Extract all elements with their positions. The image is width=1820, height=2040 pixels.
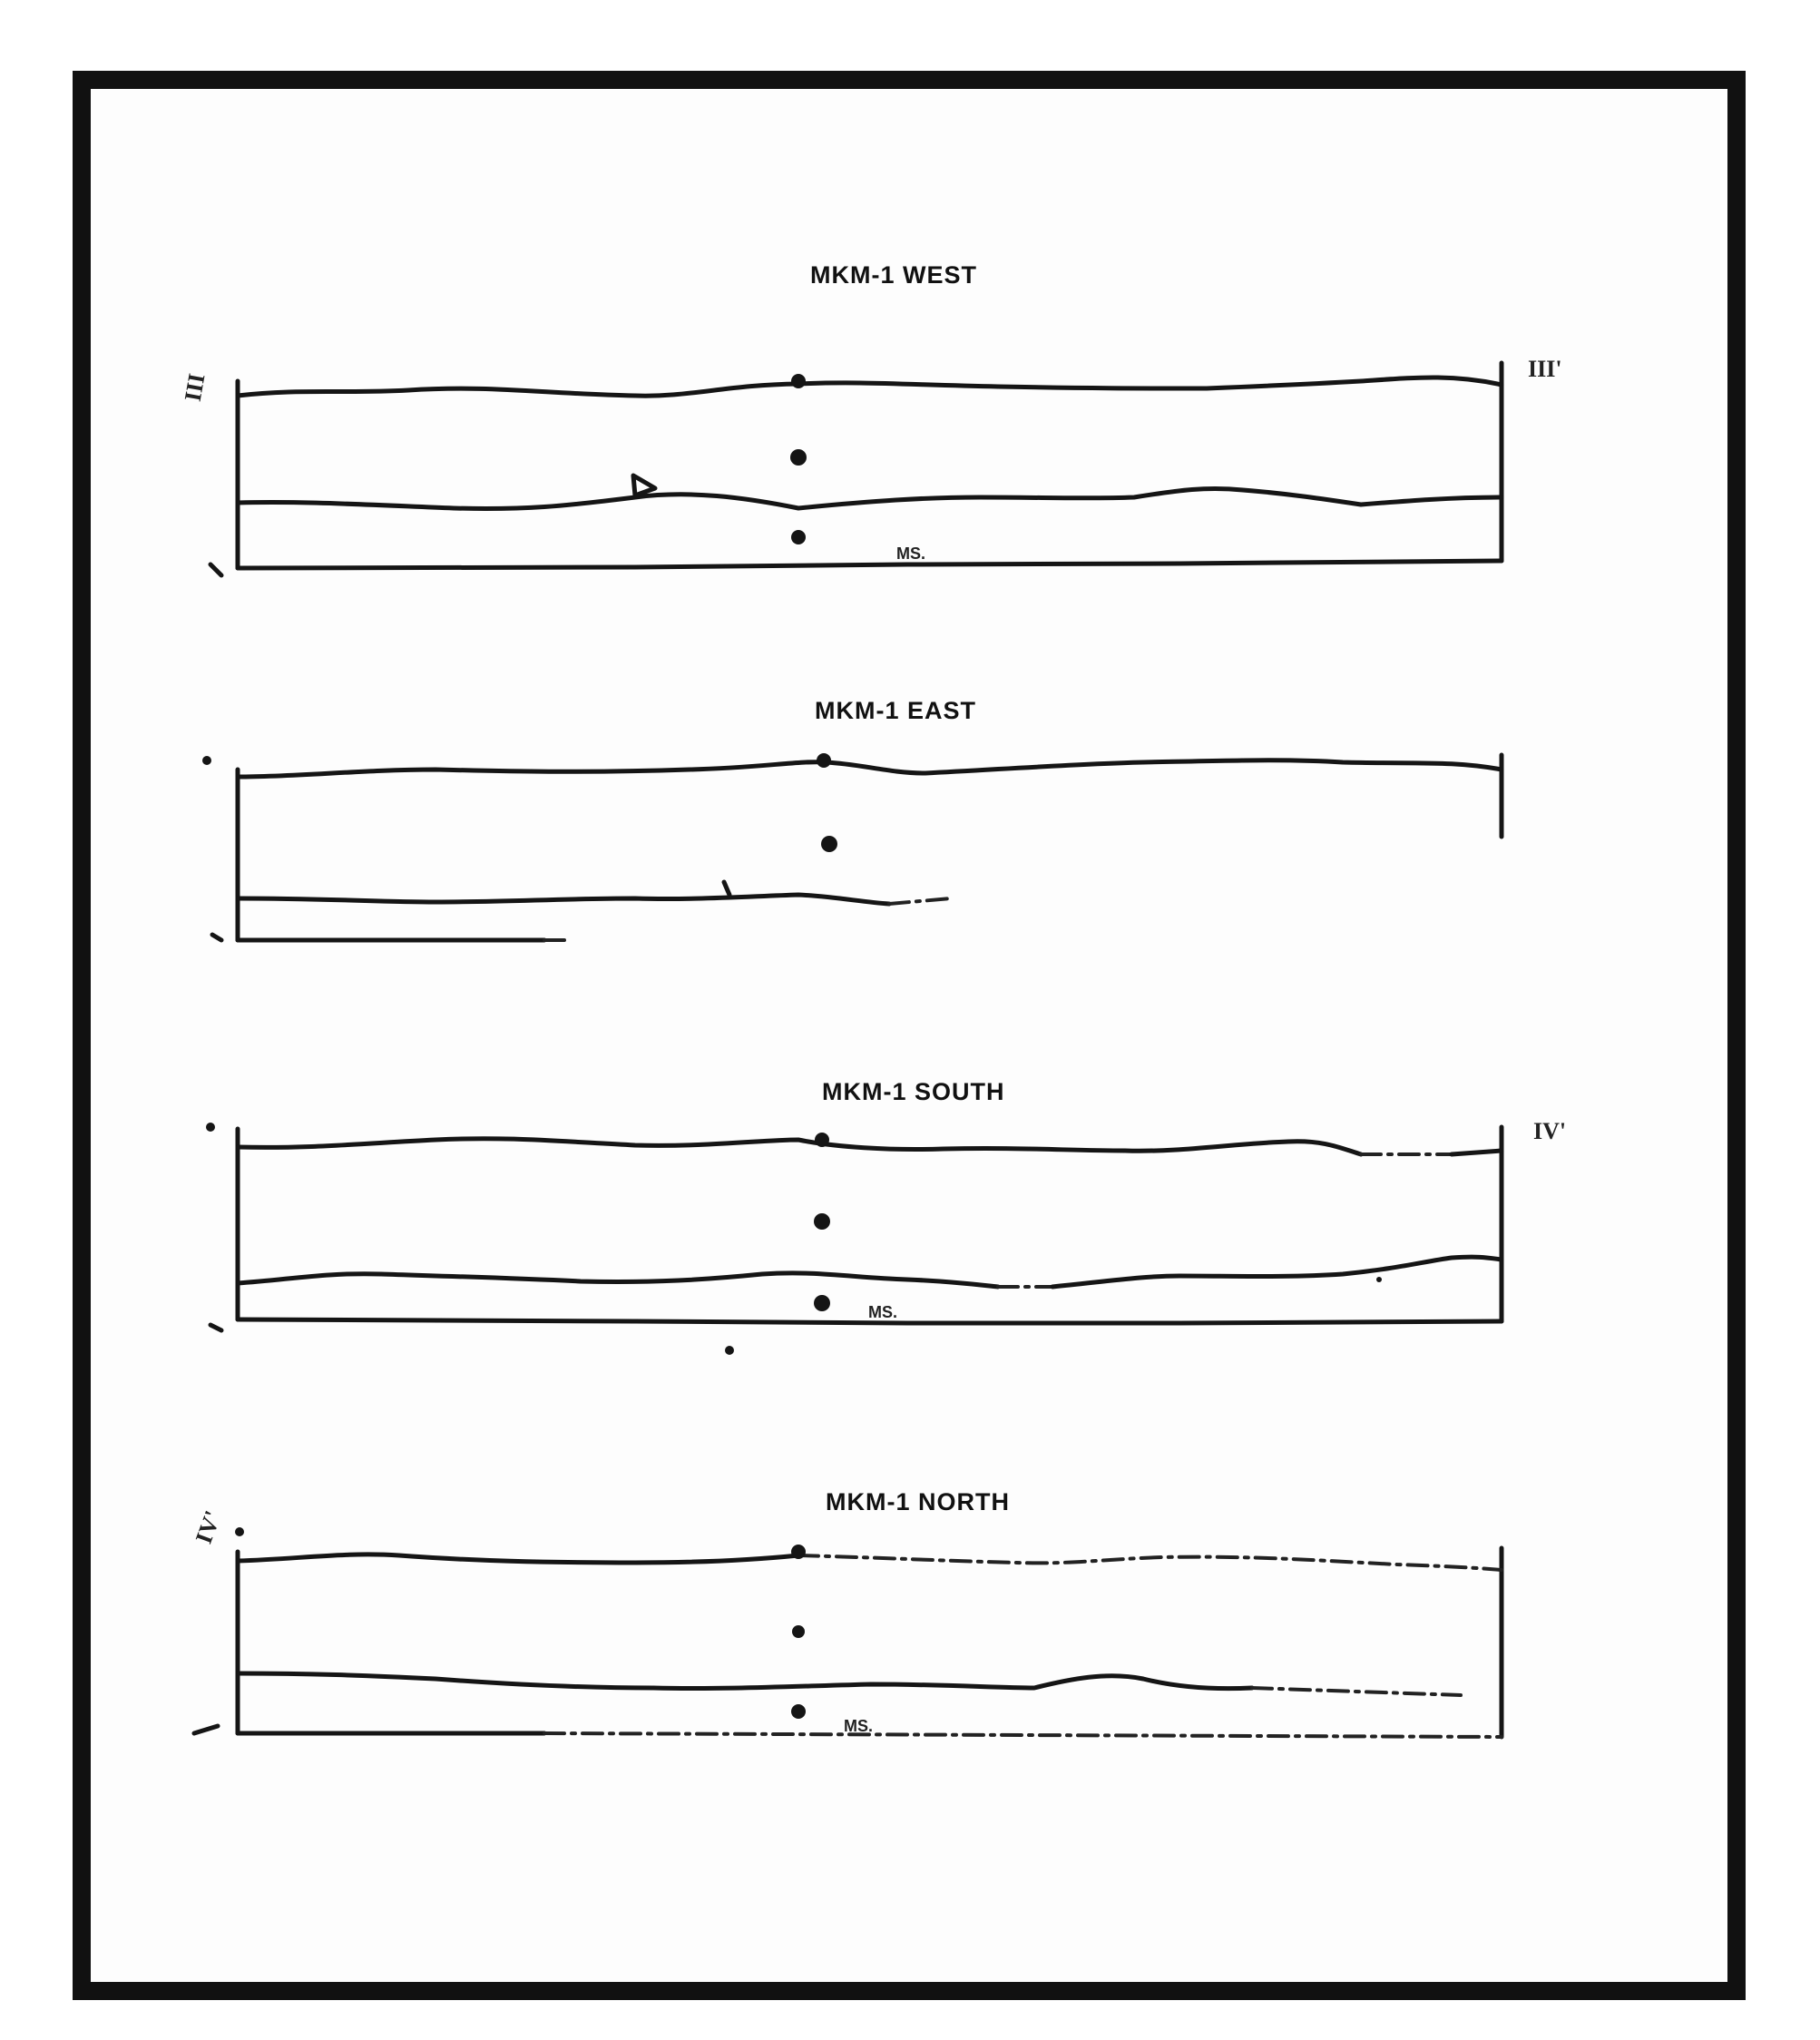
south-base-line: [238, 1319, 1502, 1323]
east-lower-profile: [238, 895, 889, 904]
south-lower-right: [1052, 1257, 1502, 1287]
north-lower-profile: [238, 1673, 1252, 1689]
south-dot-middle: [814, 1213, 830, 1230]
north-dot-middle: [792, 1625, 805, 1638]
section-title-north: MKM-1 NORTH: [826, 1488, 1010, 1515]
west-triangle-marker: [633, 476, 655, 495]
section-title-east: MKM-1 EAST: [815, 697, 976, 724]
west-top-profile: [238, 378, 1502, 396]
south-lower-profile: [238, 1273, 998, 1287]
north-dot-bottom: [791, 1704, 806, 1719]
section-title-south: MKM-1 SOUTH: [822, 1078, 1005, 1105]
east-lower-trail: [889, 898, 951, 904]
north-top-profile: [238, 1555, 798, 1563]
south-base-tick: [210, 1325, 221, 1330]
section-north: [194, 1527, 1502, 1737]
south-below-dot: [725, 1346, 734, 1355]
south-speck: [1376, 1277, 1382, 1282]
east-left-top-dot: [202, 756, 211, 765]
east-dot-top: [817, 753, 831, 768]
north-dot-top: [791, 1545, 806, 1559]
north-lower-trail: [1252, 1688, 1461, 1695]
south-left-top-dot: [206, 1123, 215, 1132]
west-ms-label: MS.: [896, 544, 926, 563]
east-top-profile: [238, 760, 1502, 777]
section-south: [206, 1123, 1502, 1355]
south-dot-top: [815, 1133, 829, 1147]
section-east: [202, 753, 1502, 940]
east-dot-middle: [821, 836, 837, 852]
north-base-tick: [194, 1726, 218, 1733]
west-lower-profile: [238, 488, 1502, 508]
north-ms-label: MS.: [844, 1717, 874, 1735]
west-dot-top: [791, 374, 806, 388]
south-top-profile: [238, 1139, 1361, 1154]
west-left-mark: III: [179, 371, 210, 404]
east-base-tick: [212, 935, 221, 940]
north-left-mark: IV': [190, 1506, 227, 1547]
south-right-mark: IV': [1533, 1118, 1567, 1144]
south-ms-label: MS.: [868, 1303, 898, 1321]
section-west: [210, 363, 1502, 575]
east-small-marker: [724, 882, 729, 895]
north-left-top-dot: [235, 1527, 244, 1536]
north-base-trail: [544, 1733, 1502, 1737]
west-base-tick: [210, 564, 221, 575]
west-dot-middle: [790, 449, 807, 466]
section-title-west: MKM-1 WEST: [810, 261, 977, 289]
north-top-trail: [798, 1555, 1502, 1570]
west-base-line: [238, 561, 1502, 568]
south-top-end: [1452, 1151, 1502, 1154]
west-dot-bottom: [791, 530, 806, 544]
south-dot-bottom: [814, 1295, 830, 1311]
west-right-mark: III': [1528, 356, 1562, 382]
